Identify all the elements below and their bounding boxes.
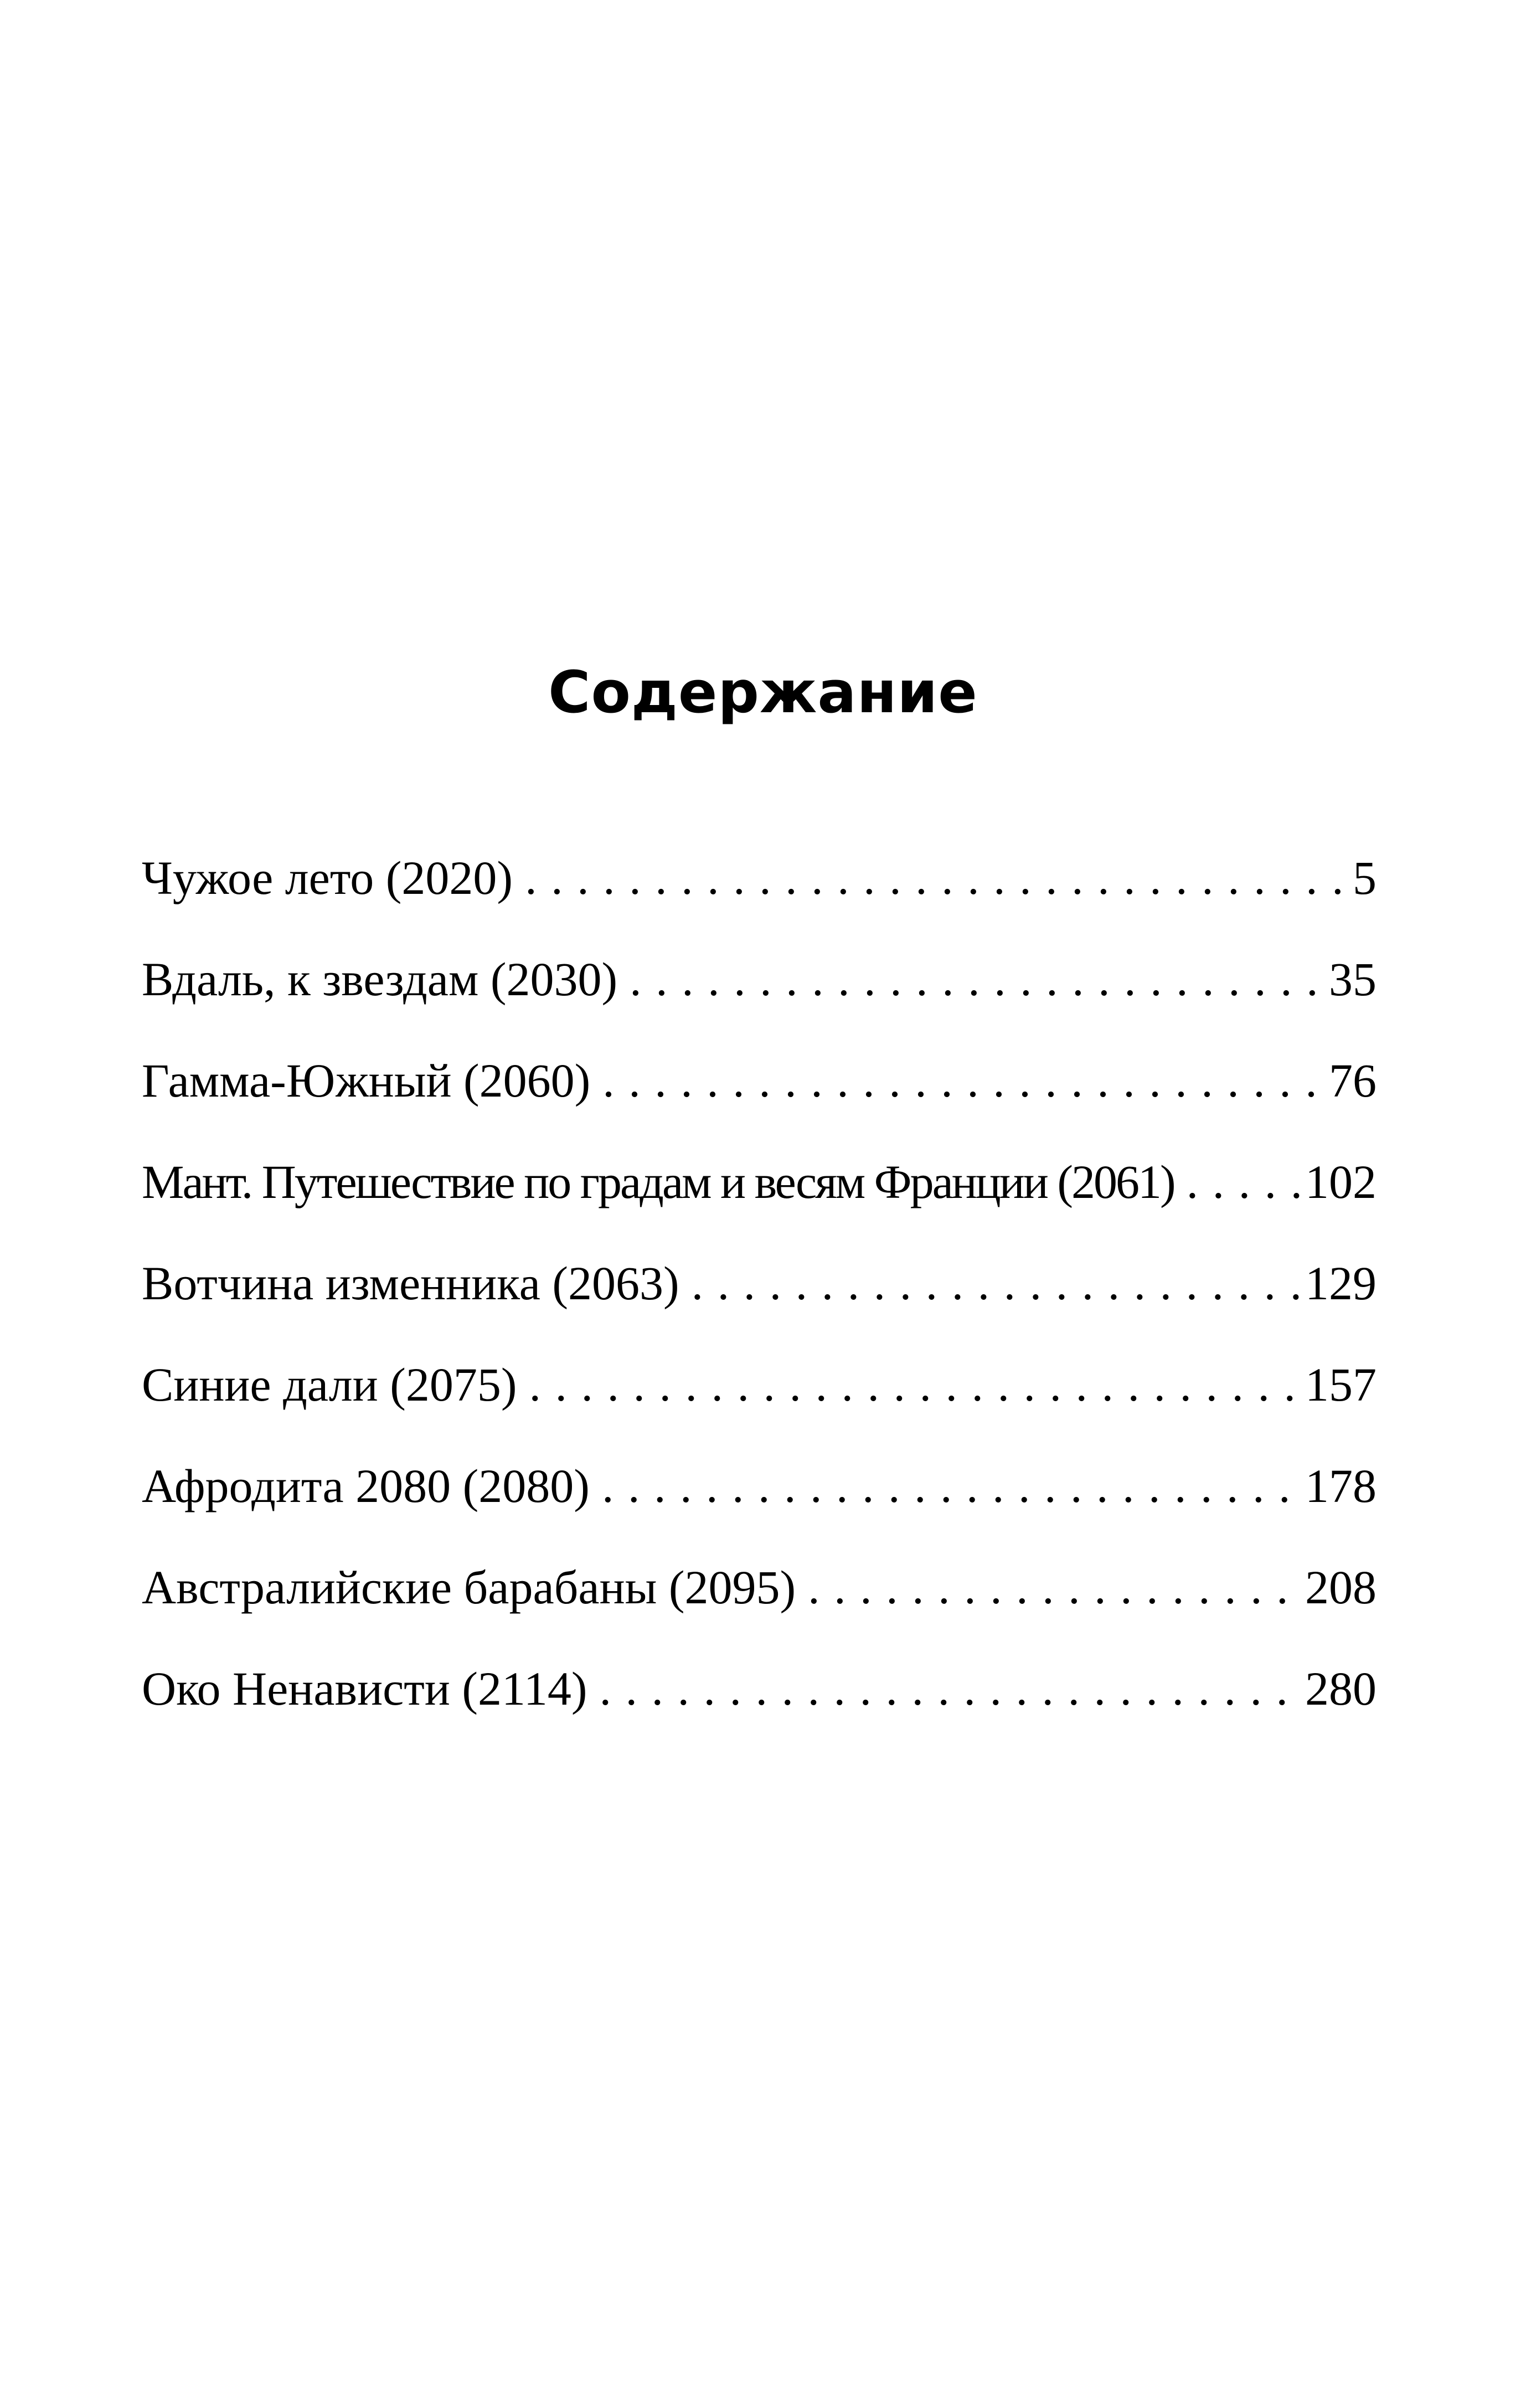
- toc-entry: [142, 1455, 1377, 1557]
- dot-leader: [602, 1050, 1323, 1111]
- toc-entry: [142, 949, 1377, 1050]
- toc-entry: [142, 1658, 1377, 1759]
- toc-entry-title: Австралийские барабаны (2095): [142, 1561, 796, 1614]
- toc-entry-page: 102: [1305, 1155, 1377, 1208]
- dot-leader: [630, 949, 1323, 1010]
- toc-entry: [142, 1050, 1377, 1151]
- dot-leader: [692, 1253, 1300, 1314]
- toc-entry-page: 178: [1305, 1459, 1377, 1512]
- toc-entry-page: 157: [1305, 1358, 1377, 1411]
- toc-entry-page: 208: [1305, 1561, 1377, 1614]
- toc-entry: [142, 1253, 1377, 1354]
- toc-entry-page: 129: [1305, 1257, 1377, 1310]
- toc-entry-title: Синие дали (2075): [142, 1358, 517, 1411]
- page-title: Содержание: [548, 658, 978, 726]
- toc-entry-page: 76: [1329, 1054, 1377, 1107]
- toc-entry-title: Око Ненависти (2114): [142, 1662, 587, 1715]
- toc-entry-title: Чужое лето (2020): [142, 851, 513, 904]
- toc-entry: [142, 1151, 1377, 1253]
- toc-entry: [142, 1354, 1377, 1455]
- toc-entry-title: Вдаль, к звездам (2030): [142, 953, 618, 1006]
- toc-entry-title: Гамма-Южный (2060): [142, 1054, 591, 1107]
- dot-leader: [808, 1557, 1300, 1618]
- toc-entry-page: 35: [1329, 953, 1377, 1006]
- dot-leader: [529, 1354, 1300, 1415]
- toc-entry-title: Афродита 2080 (2080): [142, 1459, 590, 1512]
- dot-leader: [602, 1455, 1300, 1516]
- toc-entry-page: 5: [1353, 851, 1377, 904]
- toc-entry: [142, 847, 1377, 949]
- dot-leader: [600, 1658, 1300, 1719]
- toc-entry-page: 280: [1305, 1662, 1377, 1715]
- dot-leader: [525, 847, 1347, 908]
- toc-entry-title: Вотчина изменника (2063): [142, 1257, 679, 1310]
- table-of-contents: [142, 847, 1377, 1759]
- dot-leader: [1187, 1151, 1300, 1212]
- toc-entry: [142, 1557, 1377, 1658]
- toc-entry-title: Мант. Путешествие по градам и весям Франции (2061): [142, 1155, 1174, 1208]
